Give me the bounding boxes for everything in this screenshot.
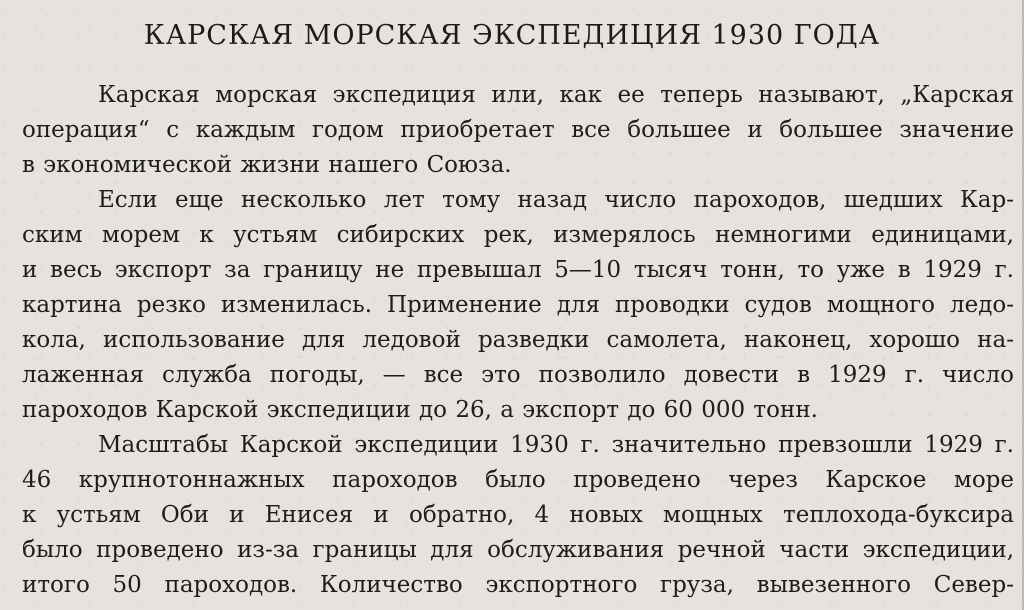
text-line: ским морем к устьям сибирских рек, измерялось немногими единицами, bbox=[22, 222, 1014, 248]
text-line: и весь экспорт за границу не превышал 5—10 тысяч тонн, то уже в 1929 г. bbox=[22, 257, 1014, 283]
text-line: в экономической жизни нашего Союза. bbox=[22, 152, 512, 178]
text-line: лаженная служба погоды, — все это позволило довести в 1929 г. число bbox=[22, 362, 1014, 388]
text-line: кола, использование для ледовой разведки самолета, наконец, хорошо на- bbox=[22, 327, 1014, 353]
text-line: 46 крупнотоннажных пароходов было проведено через Карское море bbox=[22, 467, 1014, 493]
text-line: картина резко изменилась. Применение для проводки судов мощного ледо- bbox=[22, 292, 1014, 318]
text-line: Масштабы Карской экспедиции 1930 г. значительно превзошли 1929 г. bbox=[98, 432, 1014, 458]
text-line: Карская морская экспедиция или, как ее теперь называют, „Карская bbox=[98, 82, 1014, 108]
text-line: операция“ с каждым годом приобретает все большее и большее значение bbox=[22, 117, 1014, 143]
body-text bbox=[22, 78, 1014, 603]
text-line: к устьям Оби и Енисея и обратно, 4 новых мощных теплохода-буксира bbox=[22, 502, 1014, 528]
text-line: было проведено из-за границы для обслуживания речной части экспедиции, bbox=[22, 537, 1014, 563]
text-line: пароходов Карской экспедиции до 26, а экспорт до 60 000 тонн. bbox=[22, 397, 818, 423]
page-title: КАРСКАЯ МОРСКАЯ ЭКСПЕДИЦИЯ 1930 ГОДА bbox=[143, 20, 881, 51]
text-line: итого 50 пароходов. Количество экспортного груза, вывезенного Север- bbox=[22, 572, 1014, 598]
text-line: Если еще несколько лет тому назад число пароходов, шедших Кар- bbox=[98, 187, 1014, 213]
